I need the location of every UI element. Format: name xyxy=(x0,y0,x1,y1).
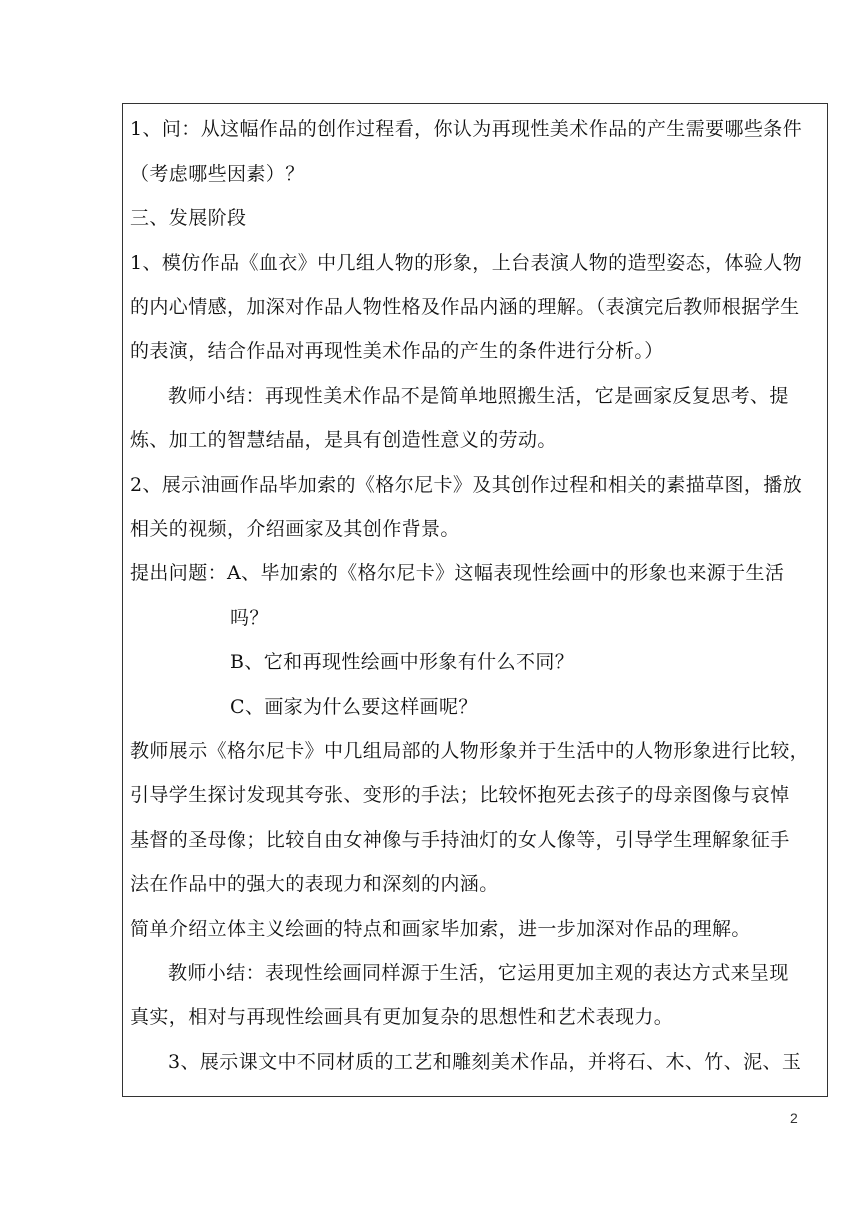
text-line: 的表演，结合作品对再现性美术作品的产生的条件进行分析。） xyxy=(130,340,664,362)
text-line: 简单介绍立体主义绘画的特点和画家毕加索，进一步加深对作品的理解。 xyxy=(130,918,751,940)
text-line: 炼、加工的智慧结晶，是具有创造性意义的劳动。 xyxy=(130,429,557,451)
text-line: 相关的视频，介绍画家及其创作背景。 xyxy=(130,518,460,540)
question-line: 提出问题：A、毕加索的《格尔尼卡》这幅表现性绘画中的形象也来源于生活 xyxy=(130,562,785,584)
question-line: B、它和再现性绘画中形象有什么不同？ xyxy=(230,651,575,673)
text-line: 1、问：从这幅作品的创作过程看，你认为再现性美术作品的产生需要哪些条件 xyxy=(130,118,803,140)
text-line: 引导学生探讨发现其夸张、变形的手法；比较怀抱死去孩子的母亲图像与哀悼 xyxy=(130,784,790,806)
question-line: C、画家为什么要这样画呢？ xyxy=(230,696,478,718)
question-line: 吗？ xyxy=(230,607,269,629)
text-line: 1、模仿作品《血衣》中几组人物的形象，上台表演人物的造型姿态，体验人物 xyxy=(130,252,803,274)
text-line: （考虑哪些因素）？ xyxy=(130,163,305,185)
page-number: 2 xyxy=(790,1110,798,1126)
text-line: 2、展示油画作品毕加索的《格尔尼卡》及其创作过程和相关的素描草图，播放 xyxy=(130,474,803,496)
text-line: 法在作品中的强大的表现力和深刻的内涵。 xyxy=(130,873,499,895)
section-heading: 三、发展阶段 xyxy=(130,207,247,229)
text-line: 的内心情感，加深对作品人物性格及作品内涵的理解。（表演完后教师根据学生 xyxy=(130,296,800,318)
text-line: 教师展示《格尔尼卡》中几组局部的人物形象并于生活中的人物形象进行比较， xyxy=(130,740,810,762)
text-line: 真实，相对与再现性绘画具有更加复杂的思想性和艺术表现力。 xyxy=(130,1006,674,1028)
text-line: 基督的圣母像；比较自由女神像与手持油灯的女人像等，引导学生理解象征手 xyxy=(130,829,790,851)
text-line: 3、展示课文中不同材质的工艺和雕刻美术作品，并将石、木、竹、泥、玉 xyxy=(168,1051,802,1073)
text-line: 教师小结：表现性绘画同样源于生活，它运用更加主观的表达方式来呈现 xyxy=(168,962,789,984)
text-line: 教师小结：再现性美术作品不是简单地照搬生活，它是画家反复思考、提 xyxy=(168,385,789,407)
